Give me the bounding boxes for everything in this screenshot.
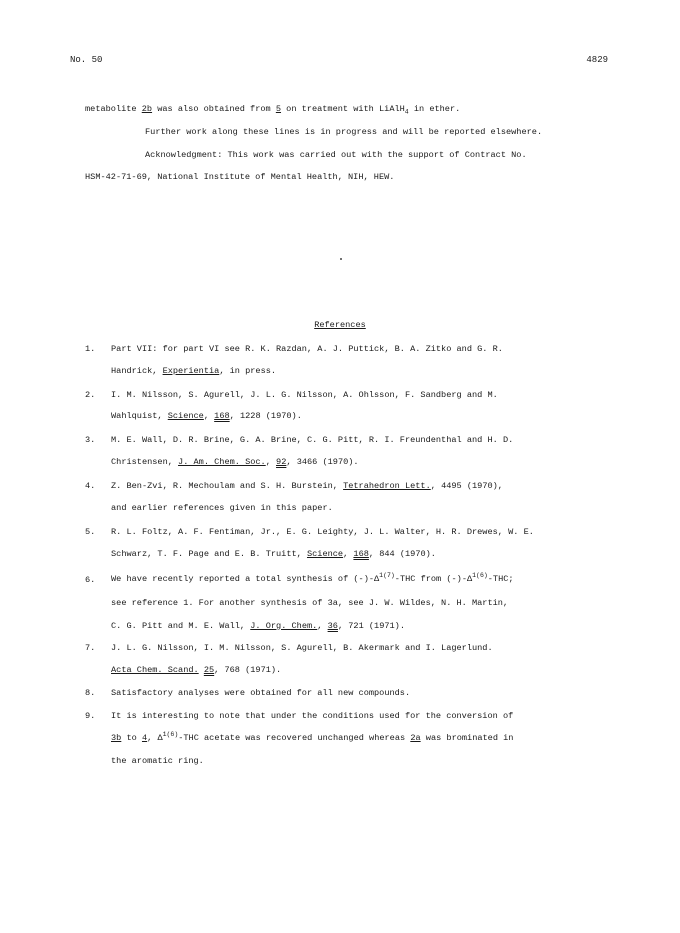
ref-number: 8. <box>85 688 96 698</box>
text-run: , <box>343 549 354 559</box>
journal-name: Science <box>306 549 344 559</box>
ref-number: 2. <box>85 390 96 400</box>
text-run: , Δ <box>147 732 163 743</box>
ref-line <box>111 366 276 376</box>
superscript: 1(6) <box>162 731 179 738</box>
ref-line <box>111 621 405 631</box>
ref-line: Satisfactory analyses were obtained for all new compounds. <box>111 688 411 698</box>
references-title <box>0 320 680 330</box>
compound-2a: 2a <box>410 732 421 743</box>
ref-line: M. E. Wall, D. R. Brine, G. A. Brine, C. G. Pitt, R. I. Freundenthal and H. D. <box>111 435 514 445</box>
compound-5: 5 <box>275 104 282 114</box>
text-run: was also obtained from <box>152 104 276 114</box>
text-run: -THC acetate was recovered unchanged whereas <box>178 732 411 743</box>
journal-name: J. Am. Chem. Soc. <box>178 457 266 467</box>
journal-name: Experientia <box>162 366 220 376</box>
text-run: -THC; <box>487 573 514 584</box>
journal-name: Acta Chem. Scand. <box>111 665 199 675</box>
compound-3b: 3b <box>111 732 122 743</box>
superscript: 1(6) <box>472 572 488 579</box>
text-run: , 721 (1971). <box>337 621 405 631</box>
ref-number: 9. <box>85 711 96 721</box>
ref-number: 7. <box>85 643 96 653</box>
compound-2b: 2b <box>141 104 153 114</box>
ref-line: see reference 1. For another synthesis of 3a, see J. W. Wildes, N. H. Martin, <box>111 598 509 608</box>
text-run: on treatment with LiAlH <box>281 104 405 114</box>
text-run: Z. Ben-Zvi, R. Mechoulam and S. H. Burstein, <box>111 481 344 491</box>
ref-line <box>111 481 503 491</box>
text-run: Schwarz, T. F. Page and E. B. Truitt, <box>111 549 307 559</box>
references-title-text: References <box>314 320 366 330</box>
text-run: , <box>203 411 215 421</box>
text-run: metabolite <box>85 104 142 114</box>
ref-line: J. L. G. Nilsson, I. M. Nilsson, S. Agurell, B. Akermark and I. Lagerlund. <box>111 643 493 653</box>
subscript: 4 <box>404 108 409 116</box>
ref-line <box>111 549 436 559</box>
text-run: Christensen, <box>111 457 179 467</box>
volume: 92 <box>276 457 287 467</box>
text-run: -THC from (-)-Δ <box>394 573 473 584</box>
text-run: , 4495 (1970), <box>430 481 503 491</box>
text-run: Wahlquist, <box>111 411 168 421</box>
journal-number: No. 50 <box>70 55 103 65</box>
body-line-1 <box>85 104 460 116</box>
ref-number: 6. <box>85 575 96 585</box>
ref-line <box>111 457 359 467</box>
ref-line <box>111 665 281 675</box>
journal-name: J. Org. Chem. <box>250 621 318 631</box>
volume: 36 <box>327 621 338 631</box>
text-run: was brominated in <box>420 732 514 743</box>
ref-line <box>111 572 514 584</box>
text-run: , <box>265 457 277 467</box>
text-run: We have recently reported a total synthesis of (-)-Δ <box>111 573 380 584</box>
text-run: to <box>121 732 142 743</box>
volume: 168 <box>214 411 230 421</box>
ref-number: 1. <box>85 344 96 354</box>
text-run: , 3466 (1970). <box>286 457 359 467</box>
ref-line: the aromatic ring. <box>111 756 204 766</box>
text-run: , 1228 (1970). <box>229 411 302 421</box>
text-run: , in press. <box>219 366 277 376</box>
ref-number: 5. <box>85 527 96 537</box>
stray-mark <box>340 258 342 260</box>
ref-line: It is interesting to note that under the conditions used for the conversion of <box>111 711 514 721</box>
compound-4: 4 <box>141 732 148 743</box>
text-run: , <box>317 621 328 631</box>
text-run: , 768 (1971). <box>214 665 282 675</box>
ref-line: I. M. Nilsson, S. Agurell, J. L. G. Nilsson, A. Ohlsson, F. Sandberg and M. <box>111 390 498 400</box>
acknowledgment-line: Acknowledgment: This work was carried out with the support of Contract No. <box>145 150 527 160</box>
text-run: C. G. Pitt and M. E. Wall, <box>111 621 251 631</box>
volume: 25 <box>203 665 215 675</box>
text-run: Handrick, <box>111 366 163 376</box>
page-number: 4829 <box>586 55 608 65</box>
text-run: in ether. <box>408 104 461 114</box>
journal-name: Science <box>167 411 204 421</box>
body-line-2: Further work along these lines is in progress and will be reported elsewhere. <box>145 127 543 137</box>
acknowledgment-line-2: HSM-42-71-69, National Institute of Mental Health, NIH, HEW. <box>85 172 395 182</box>
ref-line: R. L. Foltz, A. F. Fentiman, Jr., E. G. Leighty, J. L. Walter, H. R. Drewes, W. E. <box>111 527 534 537</box>
superscript: 1(7) <box>379 572 395 579</box>
text-run: , 844 (1970). <box>368 549 436 559</box>
ref-line: Part VII: for part VI see R. K. Razdan, A. J. Puttick, B. A. Zitko and G. R. <box>111 344 503 354</box>
ref-line <box>111 731 513 743</box>
journal-name: Tetrahedron Lett. <box>343 481 431 491</box>
volume: 168 <box>353 549 369 559</box>
ref-number: 3. <box>85 435 96 445</box>
ref-line <box>111 411 302 421</box>
ref-line: and earlier references given in this paper. <box>111 503 333 513</box>
ref-number: 4. <box>85 481 96 491</box>
